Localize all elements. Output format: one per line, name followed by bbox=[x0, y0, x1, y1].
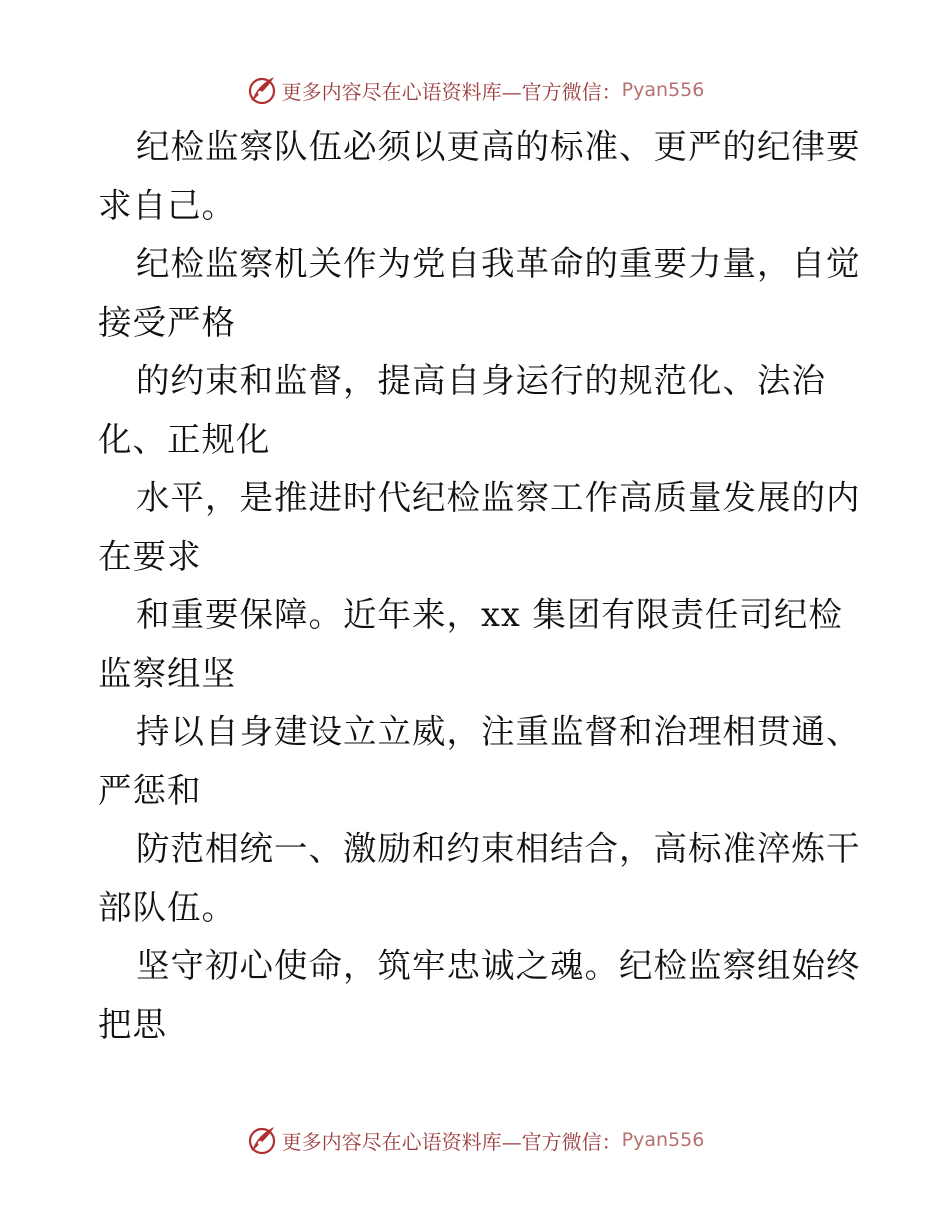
text-line: 求自己。 bbox=[98, 185, 236, 225]
text-line: 化、正规化 bbox=[98, 419, 271, 459]
text-line: 纪检监察队伍必须以更高的标准、更严的纪律要 bbox=[136, 127, 861, 166]
text-line: 坚守初心使命，筑牢忠诚之魂。纪检监察组始终 bbox=[136, 946, 861, 985]
text-line: 严惩和 bbox=[98, 770, 202, 810]
document-body bbox=[98, 118, 861, 1054]
text-line: 监察组坚 bbox=[98, 653, 236, 693]
text-line: 防范相统一、激励和约束相结合，高标准淬炼干 bbox=[136, 829, 861, 868]
footer-contact: Pyan556 bbox=[621, 1129, 705, 1151]
header-contact: Pyan556 bbox=[621, 79, 705, 101]
text-line: 水平，是推进时代纪检监察工作高质量发展的内 bbox=[136, 478, 861, 517]
text-line: 把思 bbox=[98, 1004, 167, 1044]
text-line: 在要求 bbox=[98, 536, 202, 576]
text-line: 接受严格 bbox=[98, 302, 236, 342]
footer-banner bbox=[0, 1120, 950, 1160]
text-line: 纪检监察机关作为党自我革命的重要力量，自觉 bbox=[136, 244, 861, 283]
text-line: 部队伍。 bbox=[98, 887, 236, 927]
header-banner-text: 更多内容尽在心语资料库—官方微信： bbox=[281, 79, 622, 104]
quill-pen-logo-icon bbox=[246, 74, 278, 106]
text-line: 的约束和监督，提高自身运行的规范化、法治 bbox=[136, 361, 826, 400]
footer-banner-text: 更多内容尽在心语资料库—官方微信： bbox=[281, 1129, 622, 1154]
text-line: 持以自身建设立立威，注重监督和治理相贯通、 bbox=[136, 712, 861, 751]
text-line: 和重要保障。近年来，xx 集团有限责任司纪检 bbox=[136, 595, 843, 634]
header-banner bbox=[0, 70, 950, 110]
quill-pen-logo-icon bbox=[246, 1124, 278, 1156]
